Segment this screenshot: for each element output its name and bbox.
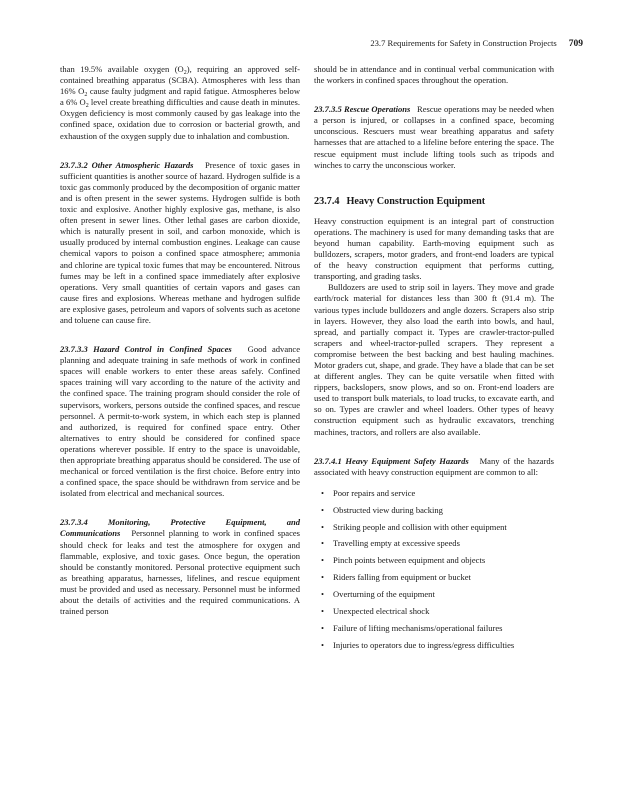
paragraph-heavy-equipment-intro: Heavy construction equipment is an integral part of construction operations. The machinery is used for many demanding tasks that are beyond human capability. Earth-moving equipment such as bulldozers, scrapers, motor graders, and front-end loaders are typical of the heavy construction equipment that performs cutting, transporting, and grading tasks. [314,215,554,282]
section-heading-heavy-equipment: 23.7.4 Heavy Construction Equipment [314,195,486,207]
list-item: • Overturning of the equipment [314,589,554,600]
list-item: • Pinch points between equipment and objects [314,555,554,566]
subsection-heading: 23.7.4.1 Heavy Equipment Safety Hazards [314,455,469,466]
list-item: • Riders falling from equipment or bucket [314,572,554,583]
subsection-monitoring: 23.7.3.4 Monitoring, Protective Equipment, and Communications Personnel planning to work in confined spaces should check for leaks and test the atmosphere for oxygen and flammable, explosive, and toxic gases. Once begun, the operation should be constantly monitored. Personal protective equipment such as breathing apparatus, harnesses, lifelines, and rescue equipment must be provided and used as necessary. Personnel must be informed about the details of activities and the required communications. A trained person [60,517,300,617]
paragraph-continuation: should be in attendance and in continual verbal communication with the workers in confined spaces throughout the operation. [314,64,554,86]
subsection-heading: 23.7.3.2 Other Atmospheric Hazards [60,159,194,170]
subsection-safety-hazards: 23.7.4.1 Heavy Equipment Safety Hazards Many of the hazards associated with heavy construction equipment are common to all: [314,455,554,477]
subsection-heading: 23.7.3.5 Rescue Operations [314,104,411,115]
list-item: • Poor repairs and service [314,488,554,499]
left-column [60,64,300,617]
subsection-rescue-operations: 23.7.3.5 Rescue Operations Rescue operations may be needed when a person is injured, or collapses in a confined space, becoming unconscious. Rescuers must wear breathing apparatus and safety harnesses that are attached to a lifeline before entering the space. The rescue equipment must include lifting tools such as tripods and winches to carry the unconscious worker. [314,104,554,170]
page-number: 709 [568,39,583,49]
paragraph-oxygen-deficiency: than 19.5% available oxygen $(O_2)$, requiring an approved self-contained breathing apparatus (SCBA). Atmospheres with less than 16% $O_2$ cause faulty judgment and rapid fatigue. Atmospheres below a 6% $O_2$ level create breathing difficulties and cause death in minutes. Oxygen deficiency is most commonly caused by gas leakage into the confined space, oxidation due to corrosion or bacterial growth, and exhaustion of the oxygen supply due to inhalation and combustion. [60,64,300,141]
list-item: • Unexpected electrical shock [314,606,554,617]
right-column [314,64,554,657]
list-item: • Injuries to operators due to ingress/egress difficulties [314,640,554,651]
list-item: • Obstructed view during backing [314,505,554,516]
list-item: • Travelling empty at excessive speeds [314,538,554,549]
list-item: • Failure of lifting mechanisms/operational failures [314,623,554,634]
list-item: • Striking people and collision with other equipment [314,522,554,533]
subsection-other-atmospheric-hazards: 23.7.3.2 Other Atmospheric Hazards Presence of toxic gases in sufficient quantities is another source of hazard. Hydrogen sulfide is a toxic gas commonly produced by the decomposition of organic matter and is often present in the sewer systems. Hydrogen sulfide is both toxic and explosive. Another highly explosive gas, methane, is also often present in sewer lines. Other lethal gases are carbon dioxide, which is naturally present in soil, and carbon monoxide, which is usually produced by internal combustion engines. Leakage can cause chemical vapors to poison a confined space atmosphere; ammonia and chlorine are typical toxic fumes that may be encountered. Nitrous fumes may be left in a confined space immediately after explosive operations. Very small quantities of certain vapors and gases can cause fires and explosions. Whereas methane and hydrogen sulfide are explosive gases, petroleum and vapors of solvents such as acetone and toluene can cause fire. [60,159,300,325]
hazard-list [314,488,554,651]
subsection-heading: 23.7.3.4 Monitoring, Protective Equipment, and Communications [60,517,300,539]
subsection-heading: 23.7.3.3 Hazard Control in Confined Spaces [60,344,232,355]
paragraph-equipment-types: Bulldozers are used to strip soil in layers. They move and grade earth/rock material for distances less than 300 ft (91.4 m). The various types include bulldozers and angle dozers. Scrapers also strip in layers. However, they also load the earth into bowls, and haul, spread, and partially compact it. Types are crawler-tractor-pulled scrapers and wheel-tractor-pulled scrapers. They represent a compromise between the best backing and best hauling machines. Motor graders cut, shape, and grade. They have a blade that can be set at different angles. They can be quite versatile when fitted with rippers, backslopers, snow plows, and so on. Front-end loaders are used to transport bulk materials, to load trucks, to excavate earth, and so on. Types are crawler and wheel loaders. Other types of heavy construction equipment such as hydraulic excavators, trenching machines, tractors, and rollers are also available. [314,282,555,437]
subsection-hazard-control: 23.7.3.3 Hazard Control in Confined Spaces Good advance planning and adequate training in safe methods of work in confined spaces will enable workers to enter these areas safely. Confined spaces training will vary according to the nature of the activity and the confined space. The training program should consider the role of supervisors, workers, persons outside the confined spaces, and rescue personnel. A permit-to-work system, in which each step is planned and authorized, is required for confined space entry. Other alternatives to entry should be considered for confined space operations wherever possible. If entry to the space is unavoidable, then appropriate breathing apparatus should be considered. The use of mechanical or forced ventilation is the first choice. Before entry into a confined space, the space should be withdrawn from service and be isolated from electrical and mechanical sources. [60,344,300,499]
running-head-title: 23.7 Requirements for Safety in Construction Projects [370,38,557,48]
running-head [370,38,583,49]
